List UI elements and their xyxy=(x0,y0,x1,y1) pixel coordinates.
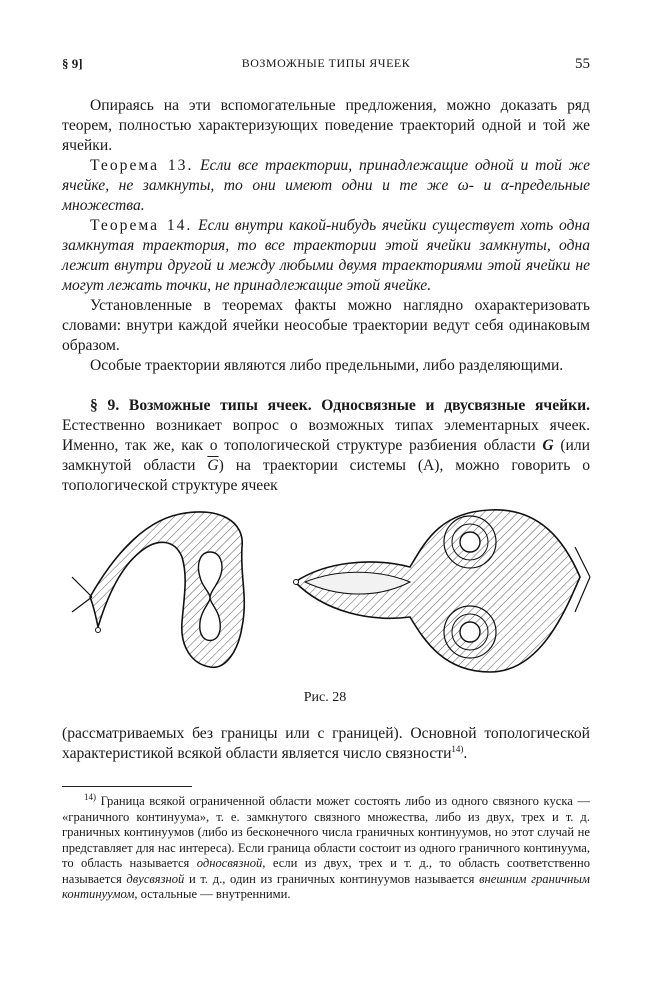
section-9-paragraph xyxy=(62,396,590,496)
footnote-term-1: односвязной xyxy=(196,856,263,870)
page-header xyxy=(62,56,590,76)
section-9-heading: § 9. Возможные типы ячеек. Односвязные и двусвязные ячейки. xyxy=(90,397,590,414)
paragraph-intro: Опираясь на эти вспомогательные предложения, можно доказать ряд теорем, полностью характеризующих поведение траекторий одной и той же ячейки. xyxy=(62,97,590,154)
symbol-G: G xyxy=(542,437,554,454)
paragraph-after-figure xyxy=(62,724,590,764)
footnote-mark: 14) xyxy=(84,791,96,802)
theorem-13-label: Теорема 13. xyxy=(90,157,194,174)
footnote-14 xyxy=(62,791,590,903)
header-title: ВОЗМОЖНЫЕ ТИПЫ ЯЧЕЕК xyxy=(241,56,411,70)
figure-caption: Рис. 28 xyxy=(303,690,347,705)
section-9-text-2: (или замкнутой области xyxy=(62,437,590,474)
symbol-G-bar: $\overline{G}$ xyxy=(207,457,219,474)
paragraph-special: Особые траектории являются либо предельными, либо разделяющими. xyxy=(90,357,564,374)
theorem-13-text: Если все траектории, принадлежащие одной и той же ячейке, не замкнуты, то они имеют одни и те же ω- и α-предельные множества. xyxy=(62,157,590,214)
footnote-divider xyxy=(62,786,192,787)
theorem-14 xyxy=(62,216,590,296)
right-cell-figure xyxy=(294,510,591,672)
footnote-text-3: и т. д., один из граничных континуумов называется xyxy=(188,871,475,886)
header-section: § 9] xyxy=(62,56,83,71)
figure-28 xyxy=(70,502,600,682)
footnote-term-3: внешним граничным континуумом xyxy=(62,871,590,901)
theorem-13 xyxy=(62,156,590,216)
section-9-text-1: Естественно возникает вопрос о возможных типах элементарных ячеек. Именно, так же, как о топологической структуре разбиения области xyxy=(62,417,590,454)
main-text-top xyxy=(62,96,590,496)
page-number: 55 xyxy=(575,56,590,72)
footnote-term-2: двусвязной xyxy=(126,871,185,886)
after-figure-end: . xyxy=(463,745,468,762)
theorem-14-label: Теорема 14. xyxy=(90,217,193,234)
left-cell-figure xyxy=(72,512,244,667)
after-figure-text: (рассматриваемых без границы или с границей). Основной топологической характеристикой всякой области является число связности xyxy=(62,725,590,762)
section-9-text-3: ) на траектории системы (A), можно говорить о топологической структуре ячеек xyxy=(62,457,590,494)
theorem-14-text: Если внутри какой-нибудь ячейки существует хоть одна замкнутая траектория, то все траектории этой ячейки замкнуты, одна лежит внутри другой и между любыми двумя траекториями этой ячейки не могут лежать точки, не принадлежащие этой ячейке. xyxy=(62,217,590,294)
footnote-ref: 14) xyxy=(451,743,464,754)
footnote-text-4: , остальные — внутренними. xyxy=(134,887,291,901)
footnote-text-1: Граница всякой ограниченной области может состоять либо из одного связного куска — «граничного континуума», т. е. замкнутого связного множества, либо из двух, трех и т. д. граничных континуумов (либо из бесконечного числа граничных континуумов, но этот случай не представляет для нас интереса). Если граница области состоит из одного граничного континуума, то область называется xyxy=(62,794,590,870)
footnote-text-2: , если из двух, трех и т. д., то область соответственно называется xyxy=(62,856,590,886)
paragraph-facts: Установленные в теоремах факты можно наглядно охарактеризовать словами: внутри каждой ячейки неособые траектории ведут себя одинаковым образом. xyxy=(62,297,590,354)
